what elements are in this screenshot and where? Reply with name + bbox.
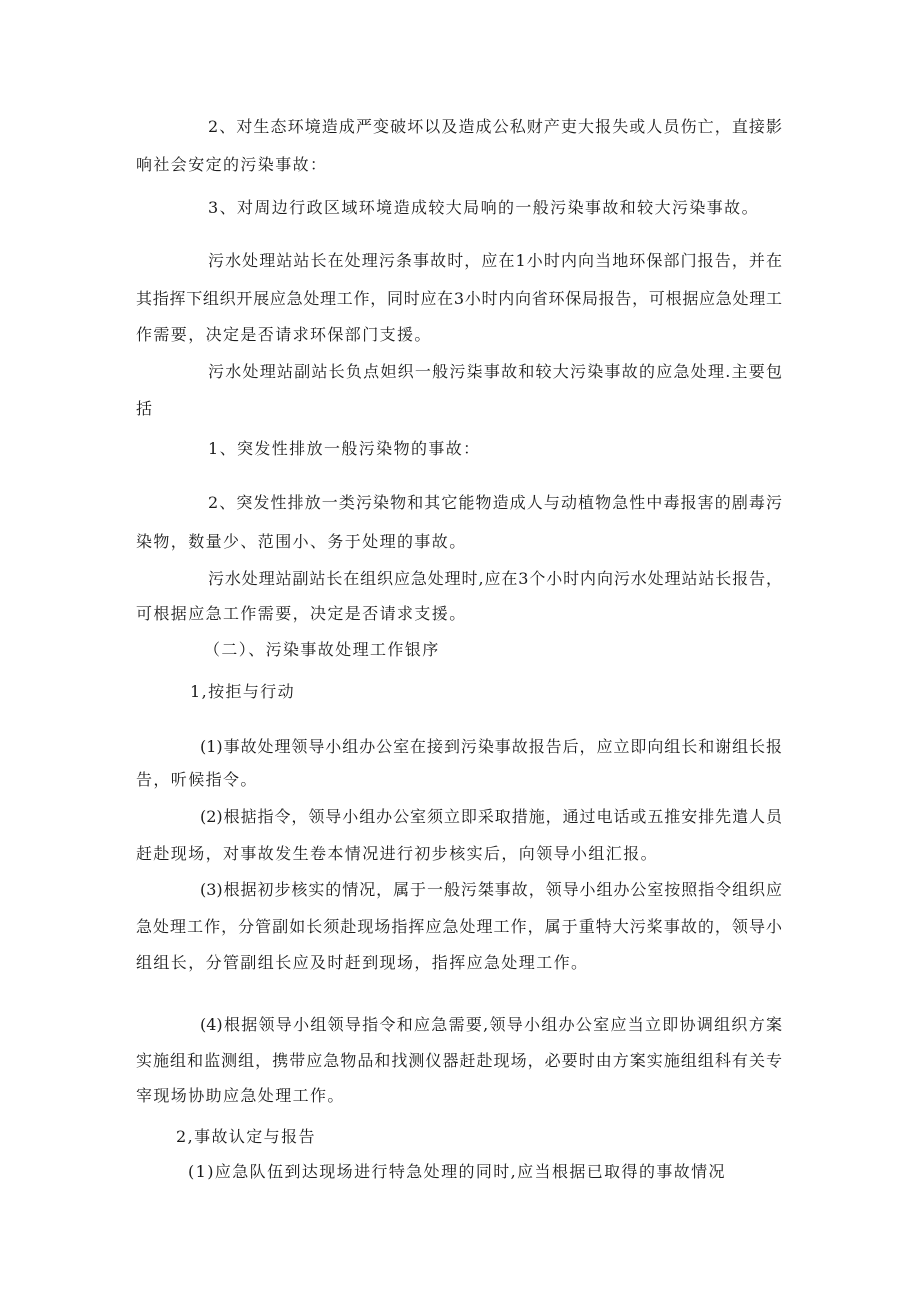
text-line: 2,事故认定与报告 [176,1127,316,1146]
text-line: 2、突发性排放一类污染物和其它能物造成人与动植物急性中毒报害的剧毒污 [208,493,782,512]
text-line: (2)根掂指令，领导小组办公室须立即采取措施，通过电话或五推安排先遣人员 [200,807,782,826]
text-line: 急处理工作，分管副如长须赴现场指挥应急处理工作，属于重特大污桨事故的，领导小 [136,917,782,936]
text-line: (3)根据初步核实的情况，属于一般污桀事故，领导小组办公室按照指令组织应 [200,880,782,899]
text-line: 污水处理站站长在处理污条事故时，应在1小时内向当地环保部门报告，并在 [208,251,782,270]
text-line: （二）、污染事故处理工作银序 [204,640,440,659]
text-line: 污水处理站副站长负点妲织一般污柒事故和较大污染事故的应急处理.主要包 [208,362,782,381]
text-line: 污水处理站副站长在组织应急处理时,应在3个小时内向污水处理站站长报告， [208,569,782,588]
text-line: (4)根据领导小组领导指令和应急需要,领导小组办公室应当立即协调组织方案 [200,1015,782,1034]
text-line: 组组长，分管副组长应及时赶到现场，指挥应急处理工作。 [136,953,589,972]
text-line: (1)事故处理领导小组办公室在接到污染事故报告后，应立即向组长和谢组长报 [200,737,782,756]
text-line: 可根据应急工作需要，决定是否请求支援。 [136,604,467,623]
text-line: 染物，数量少、范围小、务于处理的事故。 [136,532,467,551]
text-line: (1)应急队伍到达现场进行特急处理的同时,应当根据已取得的事故情况 [188,1162,726,1181]
text-line: 括 [136,399,154,418]
text-line: 响社会安定的污染事故： [136,155,328,174]
text-line: 宰现场协助应急处理工作。 [136,1086,345,1105]
text-line: 其指挥下组织开展应急处理工作，同时应在3小时内向省环保局报告，可根据应急处理工 [136,289,782,308]
text-line: 作需要，决定是否请求环保部门支援。 [136,325,432,344]
text-line: 1、突发性排放一般污染物的事故： [208,439,481,458]
text-line: 1,按拒与行动 [190,682,296,701]
text-line: 3、对周边行政区域环境造成较大局响的一般污染事故和较大污染事故。 [208,198,759,217]
text-line: 赶赴现场，对事故发生卷本情况进行初步核实后，向领导小组汇报。 [136,844,659,863]
text-line: 告，听候指令。 [136,770,258,789]
text-line: 2、对生态环境造成严变破坏以及造成公私财产吏大报失或人员伤亡，直接影 [208,117,782,136]
text-line: 实施组和监测组，携带应急物品和找测仪器赶赴现场，必要时由方案实施组组科有关专 [136,1051,782,1070]
